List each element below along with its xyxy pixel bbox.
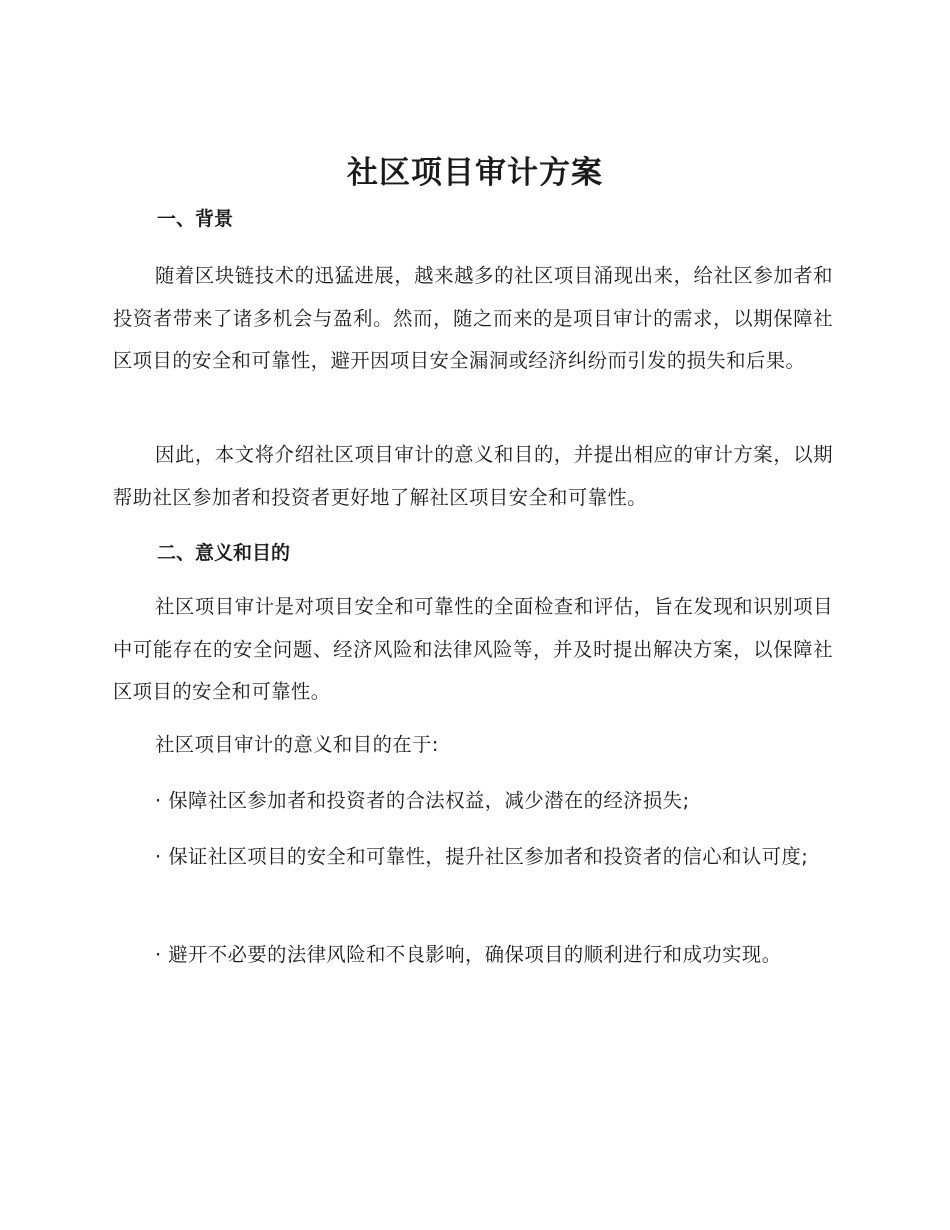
section-heading-purpose: 二、意义和目的 — [157, 542, 291, 564]
paragraph-purpose-intro: 社区项目审计的意义和目的在于: — [155, 733, 439, 756]
bullet-item-2: · 保证社区项目的安全和可靠性，提升社区参加者和投资者的信心和认可度; — [155, 845, 809, 868]
bullet-item-1: · 保障社区参加者和投资者的合法权益，减少潜在的经济损失; — [155, 789, 690, 812]
paragraph-background-1: 随着区块链技术的迅猛进展，越来越多的社区项目涌现出来，给社区参加者和投资者带来了诸多机会与盈利。然而，随之而来的是项目审计的需求，以期保障社区项目的安全和可靠性，避开因项目安全漏洞或经济纠纷而引发的损失和后果。 — [113, 264, 833, 372]
bullet-item-3: · 避开不必要的法律风险和不良影响，确保项目的顺利进行和成功实现。 — [155, 943, 782, 966]
section-heading-background: 一、背景 — [157, 208, 234, 230]
paragraph-background-2: 因此，本文将介绍社区项目审计的意义和目的，并提出相应的审计方案，以期帮助社区参加者和投资者更好地了解社区项目安全和可靠性。 — [113, 443, 833, 509]
document-title: 社区项目审计方案 — [347, 155, 603, 191]
paragraph-purpose-1: 社区项目审计是对项目安全和可靠性的全面检查和评估，旨在发现和识别项目中可能存在的安全问题、经济风险和法律风险等，并及时提出解决方案，以保障社区项目的安全和可靠性。 — [113, 595, 833, 703]
